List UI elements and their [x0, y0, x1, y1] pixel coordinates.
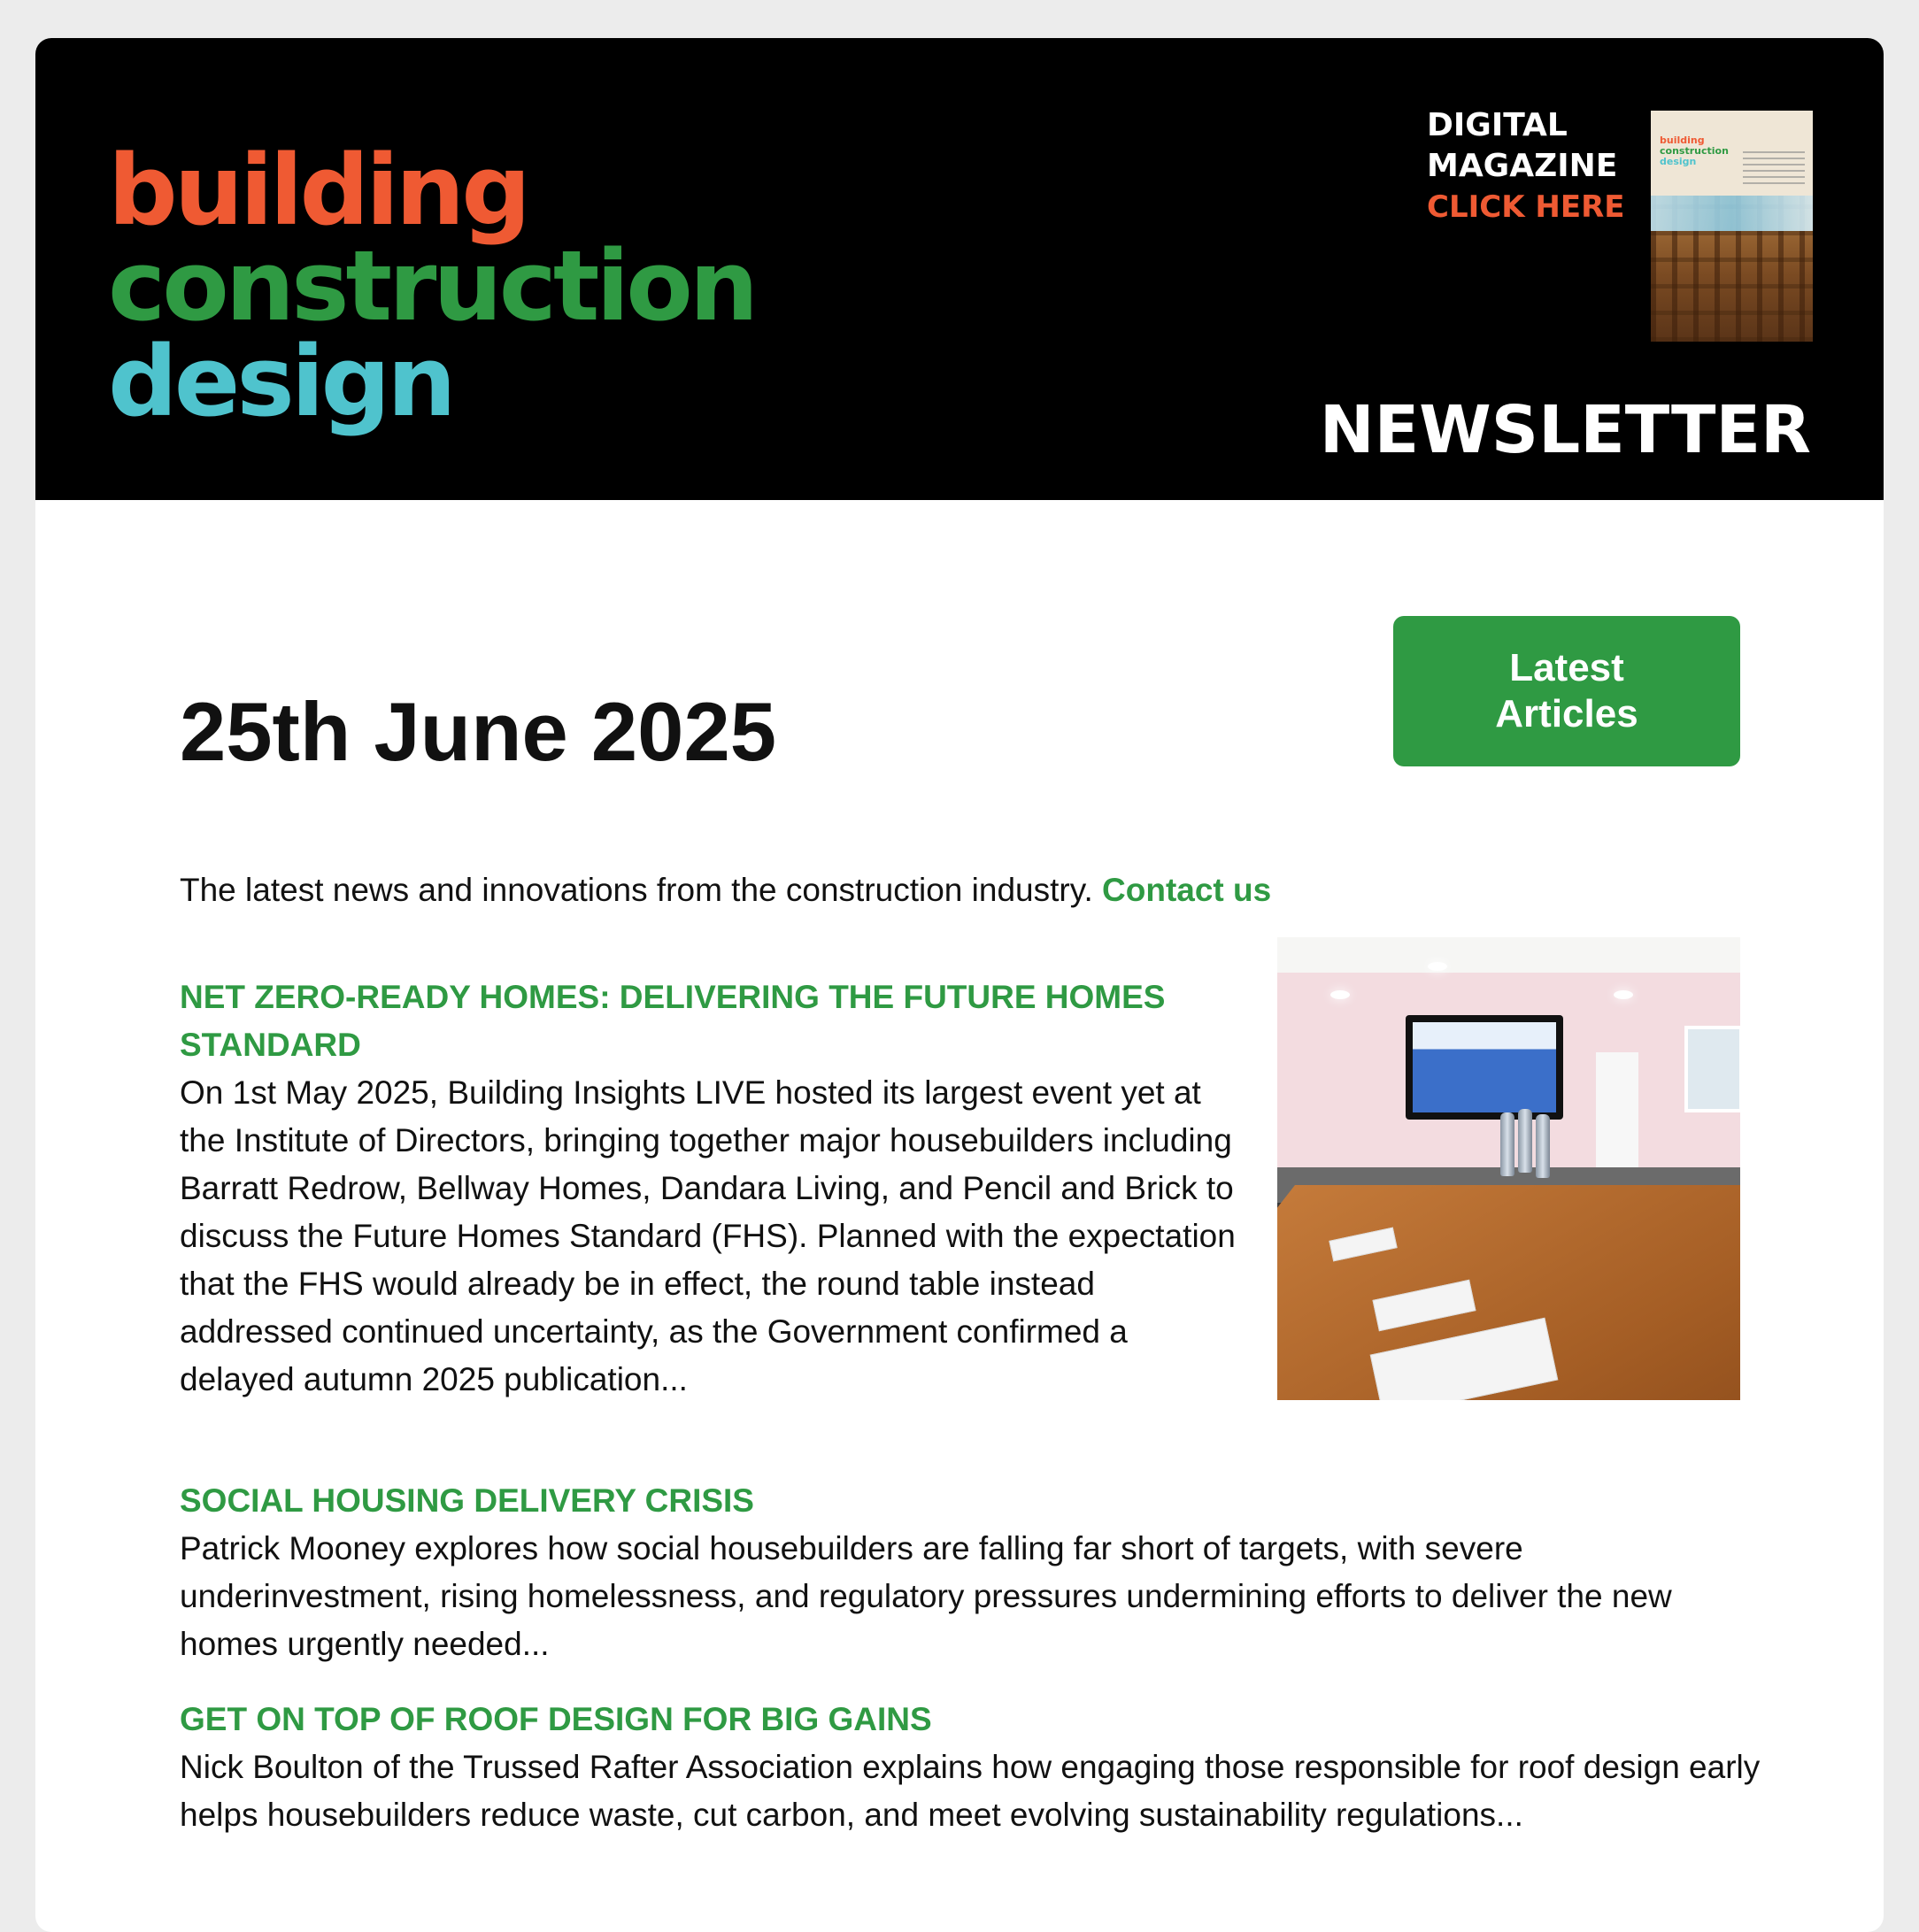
cover-logo-design: design: [1660, 156, 1697, 167]
article-item: [180, 1696, 1773, 1839]
article-summary: Nick Boulton of the Trussed Rafter Association explains how engaging those responsible for roof design early helps housebuilders reduce waste, cut carbon, and meet evolving sustainability regulations...: [180, 1749, 1761, 1833]
click-here-label: CLICK HERE: [1427, 189, 1625, 225]
water-bottle: [1500, 1112, 1514, 1176]
article-image[interactable]: [1277, 937, 1740, 1400]
logo-word-construction: construction: [108, 229, 756, 343]
ceiling-light: [1330, 990, 1350, 999]
cover-logo-building: building: [1660, 135, 1705, 146]
digital-label: DIGITAL: [1427, 107, 1568, 143]
water-bottle: [1536, 1114, 1550, 1178]
magazine-label: MAGAZINE: [1427, 148, 1618, 184]
newsletter-label: NEWSLETTER: [1319, 392, 1811, 468]
article-title[interactable]: SOCIAL HOUSING DELIVERY CRISIS: [180, 1482, 754, 1519]
cover-logo: [1660, 135, 1729, 167]
ceiling-light: [1614, 990, 1633, 999]
article-item: [180, 974, 1242, 1404]
cover-text-lines: [1743, 151, 1805, 187]
logo-word-design: design: [108, 325, 453, 438]
cover-skylight: [1651, 196, 1813, 231]
latest-articles-button[interactable]: [1393, 616, 1740, 766]
presentation-screen: [1406, 1015, 1563, 1120]
cover-logo-construction: construction: [1660, 145, 1729, 157]
water-bottle: [1518, 1109, 1532, 1173]
photo-door: [1596, 1052, 1638, 1167]
cover-photo: [1651, 196, 1813, 342]
contact-us-link[interactable]: Contact us: [1102, 872, 1272, 908]
screen-display: [1413, 1022, 1556, 1112]
article-item: [180, 1477, 1773, 1668]
issue-date: 25th June 2025: [180, 685, 777, 778]
intro-text: [180, 870, 1773, 911]
digital-magazine-link[interactable]: [1427, 105, 1625, 227]
article-title[interactable]: NET ZERO-READY HOMES: DELIVERING THE FUTURE HOMES STANDARD: [180, 979, 1166, 1063]
brand-logo[interactable]: [108, 134, 756, 438]
magazine-cover-image[interactable]: [1651, 111, 1813, 342]
article-summary: On 1st May 2025, Building Insights LIVE hosted its largest event yet at the Institute of Directors, bringing together major housebuilders including Barratt Redrow, Bellway Homes, Dandara Living, and Pencil and Brick to discuss the Future Homes Standard (FHS). Planned with the expectation that the FHS would already be in effect, the round table instead addressed continued uncertainty, as the Government confirmed a delayed autumn 2025 publication...: [180, 1074, 1236, 1397]
article-title[interactable]: GET ON TOP OF ROOF DESIGN FOR BIG GAINS: [180, 1701, 932, 1737]
latest-articles-label: Latest Articles: [1495, 646, 1638, 735]
logo-word-building: building: [108, 134, 528, 247]
photo-ceiling: [1277, 937, 1740, 973]
newsletter-card: [35, 38, 1884, 1932]
newsletter-header: [35, 38, 1884, 500]
photo-window: [1684, 1026, 1740, 1112]
article-summary: Patrick Mooney explores how social housebuilders are falling far short of targets, with severe underinvestment, rising homelessness, and regulatory pressures undermining efforts to deliver the new homes urgently needed...: [180, 1530, 1672, 1662]
ceiling-light: [1428, 962, 1447, 971]
intro-sentence: The latest news and innovations from the construction industry.: [180, 872, 1103, 908]
